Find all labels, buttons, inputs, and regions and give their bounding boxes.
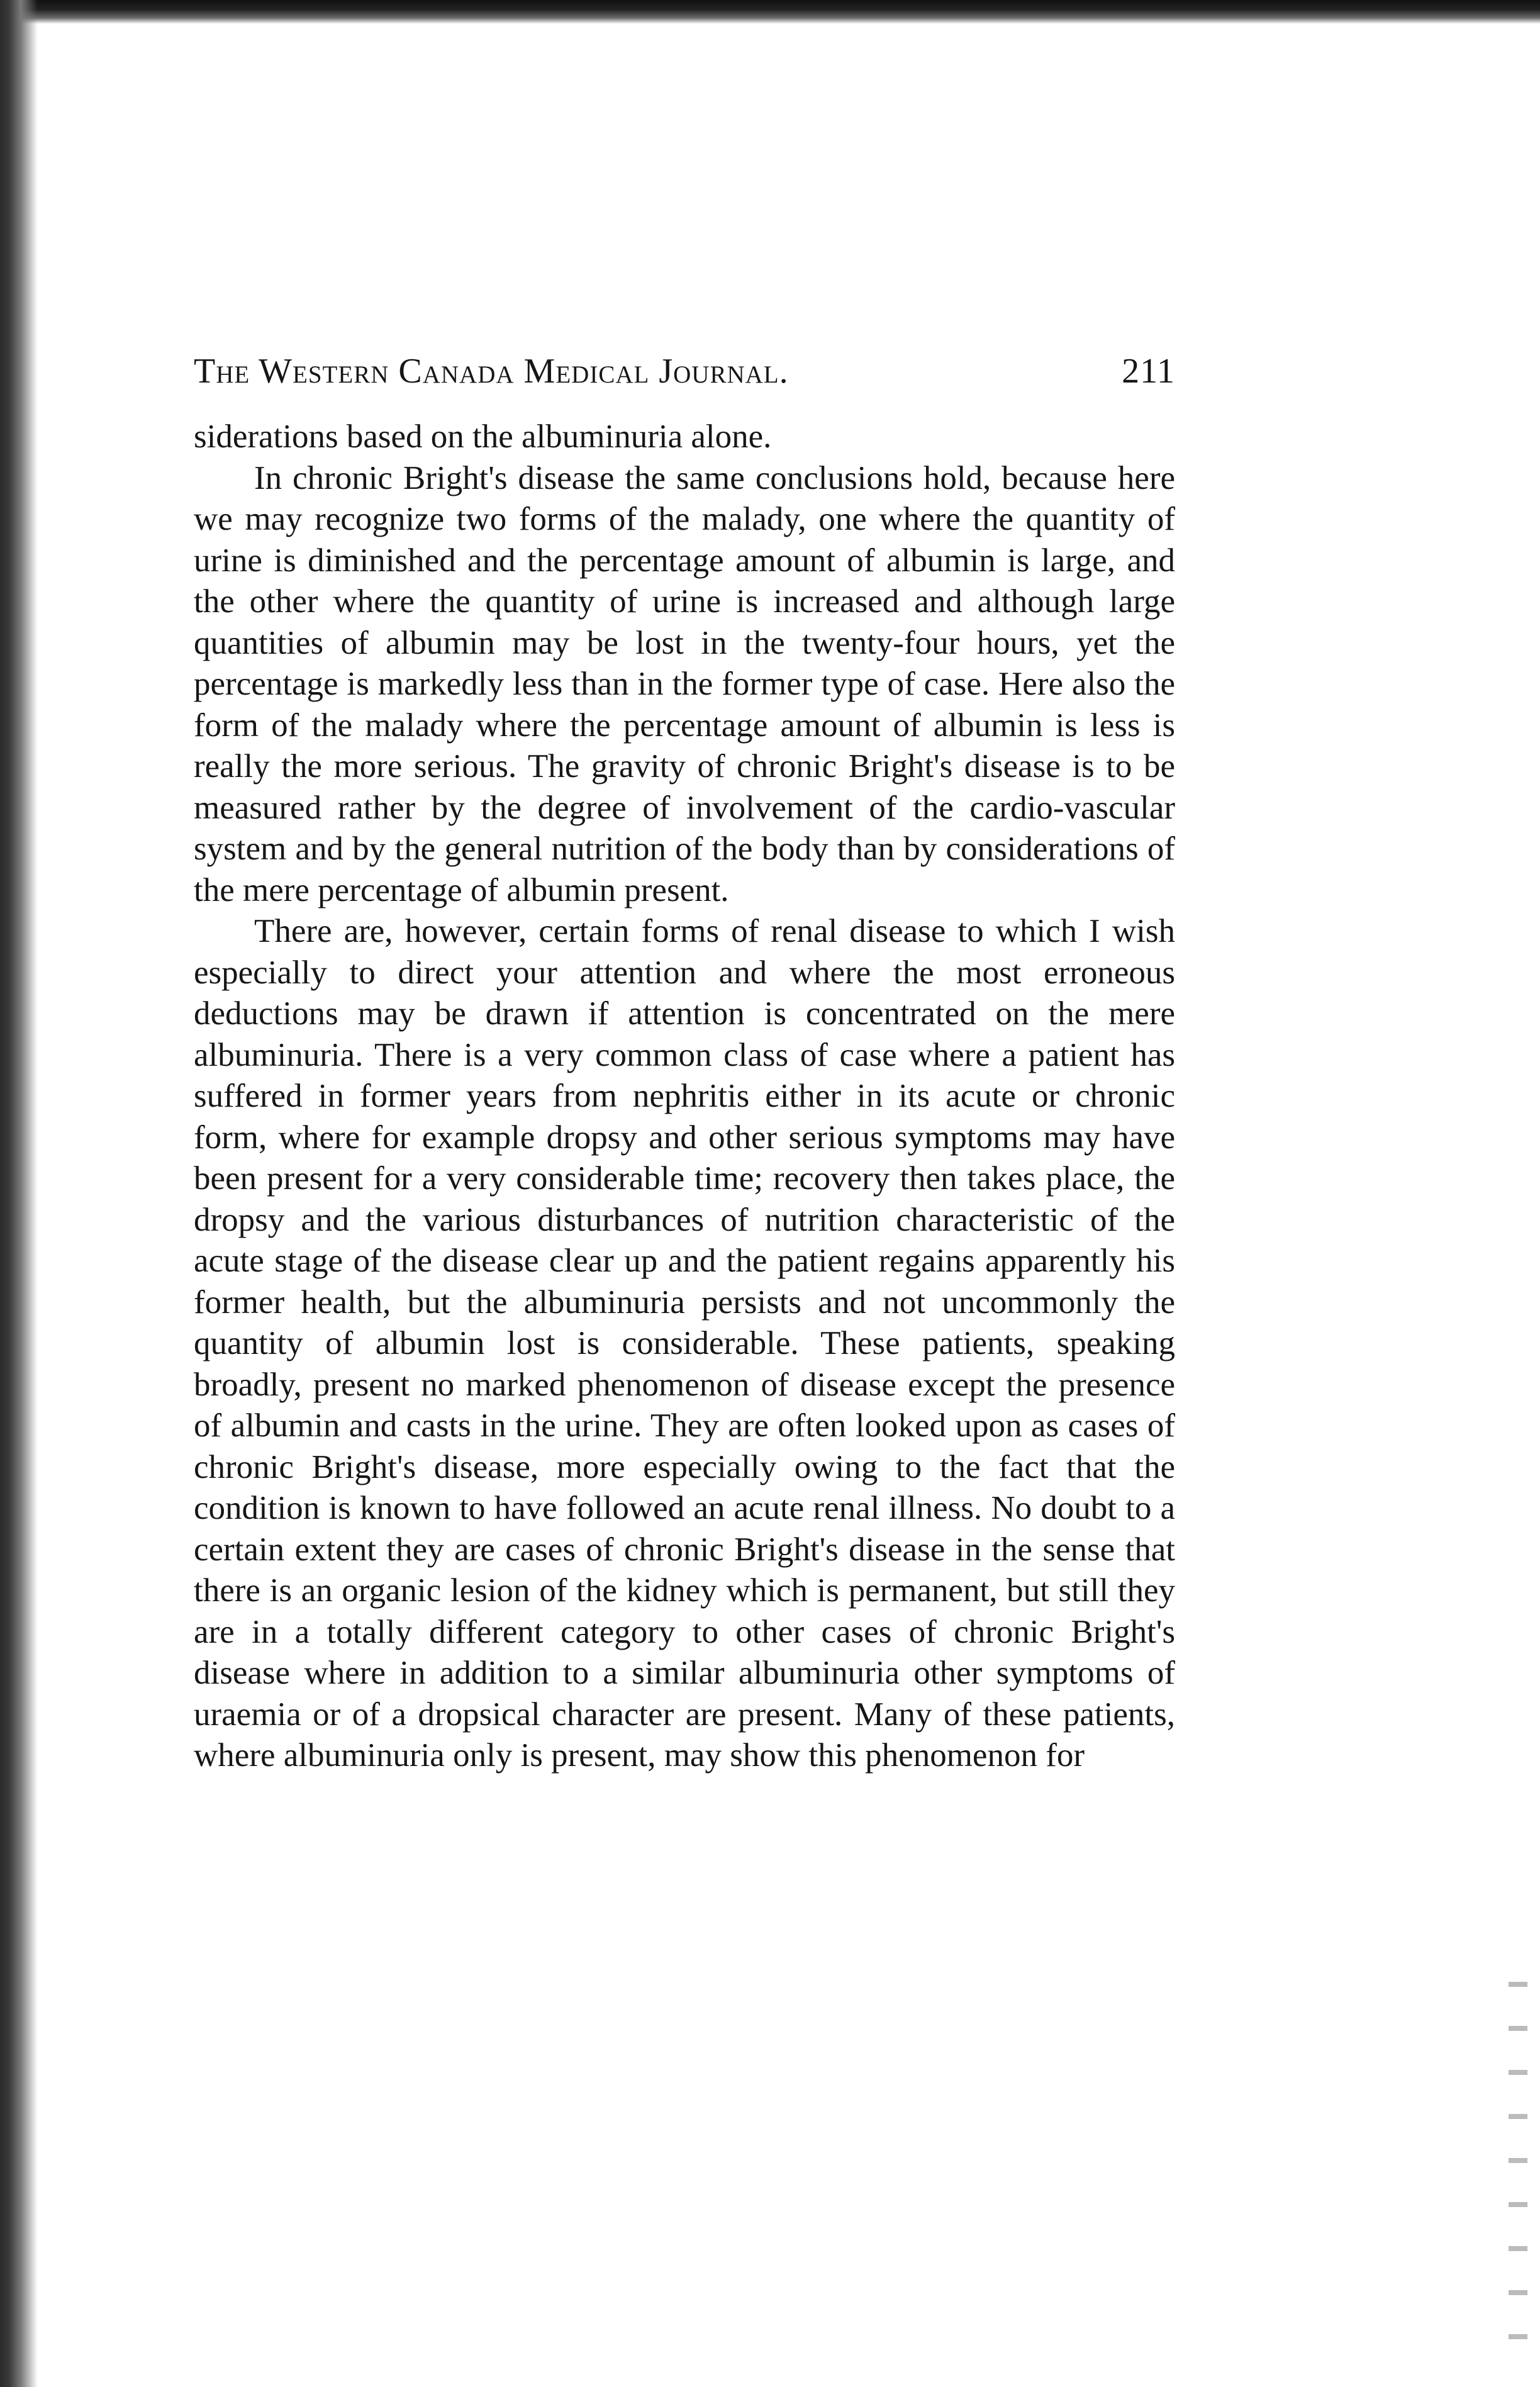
scan-binding-edge <box>0 0 38 2387</box>
page-number: 211 <box>1122 352 1175 391</box>
journal-page <box>194 340 1175 1777</box>
paragraph-chronic-brights: In chronic Bright's disease the same conclusions hold, because here we may recognize two forms of the malady, one where the quantity of urine is diminished and the percentage amount of albumin is large, and the other where the quantity of urine is increased and although large quantities of albumin may be lost in the twenty-four hours, yet the percentage is markedly less than in the former type of case. Here also the form of the malady where the percentage amount of albumin is less is really the more serious. The gravity of chronic Bright's disease is to be measured rather by the degree of involvement of the cardio-vascular system and by the general nutrition of the body than by considerations of the mere percentage of albumin present. <box>194 459 1175 908</box>
journal-title: The Western Canada Medical Journal. <box>194 352 789 391</box>
article-body <box>194 416 1175 1777</box>
paragraph-renal-disease: There are, however, certain forms of renal disease to which I wish especially to direct your attention and where the most erroneous deductions may be drawn if attention is concentrated on the mere albuminuria. There is a very common class of case where a patient has suffered in former years from nephritis either in its acute or chronic form, where for example dropsy and other serious symptoms may have been present for a very considerable time; recovery then takes place, the dropsy and the various disturbances of nutrition characteristic of the acute stage of the disease clear up and the patient regains apparently his former health, but the albuminuria persists and not uncommonly the quantity of albumin lost is considerable. These patients, speaking broadly, present no marked phenomenon of disease except the presence of albumin and casts in the urine. They are often looked upon as cases of chronic Bright's disease, more especially owing to the fact that the condition is known to have followed an acute renal illness. No doubt to a certain extent they are cases of chronic Bright's disease in the sense that there is an organic lesion of the kidney which is permanent, but still they are in a totally different category to other cases of chronic Bright's disease where in addition to a similar albuminuria other symptoms of uraemia or of a dropsical character are present. Many of these patients, where albuminuria only is present, may show this phenomenon for <box>194 913 1175 1774</box>
running-head <box>194 340 1175 403</box>
scan-specks <box>1509 1982 1527 2359</box>
scan-top-edge <box>0 0 1540 24</box>
paragraph-continued: siderations based on the albuminuria alone. <box>194 418 772 455</box>
